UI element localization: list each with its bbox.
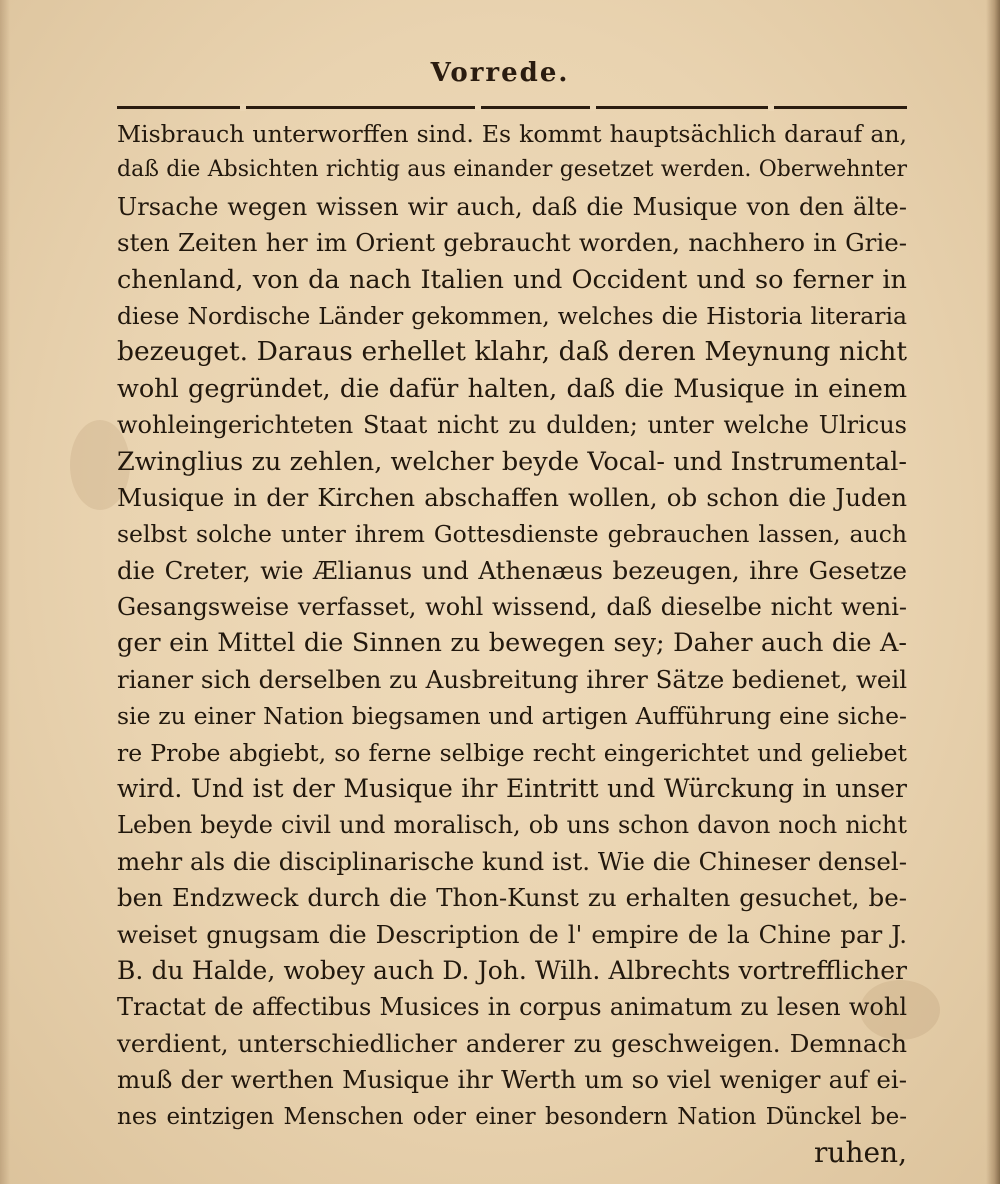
header-rule	[117, 106, 907, 109]
text-line: muß der werthen Musique ihr Werth um so viel weniger auf ei-	[117, 1065, 907, 1095]
text-line: ger ein Mittel die Sinnen zu bewegen sey; Daher auch die A-	[117, 628, 907, 659]
rule-gap	[240, 104, 246, 111]
page-left-edge	[0, 0, 10, 1184]
text-line: Gesangsweise verfasset, wohl wissend, daß dieselbe nicht weni-	[117, 593, 907, 622]
text-line: verdient, unterschiedlicher anderer zu geschweigen. Demnach	[117, 1028, 907, 1058]
running-head: Vorrede.	[430, 58, 570, 88]
text-line: chenland, von da nach Italien und Occident und so ferner in	[117, 264, 907, 295]
catchword: ruhen,	[814, 1135, 907, 1169]
text-line: die Creter, wie Ælianus und Athenæus bezeugen, ihre Gesetze	[117, 555, 907, 585]
text-line: sie zu einer Nation biegsamen und artigen Aufführung eine siche-	[117, 702, 907, 731]
text-line: B. du Halde, wobey auch D. Joh. Wilh. Albrechts vortrefflicher	[117, 955, 907, 985]
text-line: diese Nordische Länder gekommen, welches die Historia literaria	[117, 301, 907, 330]
text-line: bezeuget. Daraus erhellet klahr, daß deren Meynung nicht	[117, 336, 907, 368]
text-line: re Probe abgiebt, so ferne selbige recht eingerichtet und geliebet	[117, 738, 907, 767]
text-line: wird. Und ist der Musique ihr Eintritt und Würckung in unser	[117, 774, 907, 804]
text-line: Zwinglius zu zehlen, welcher beyde Vocal- und Instrumental-	[117, 446, 907, 477]
text-line: nes eintzigen Menschen oder einer besondern Nation Dünckel be-	[117, 1103, 907, 1130]
text-line: sten Zeiten her im Orient gebraucht worden, nachhero in Grie-	[117, 228, 907, 258]
text-line: Ursache wegen wissen wir auch, daß die Musique von den älte-	[117, 192, 907, 221]
text-line: Misbrauch unterworffen sind. Es kommt hauptsächlich darauf an,	[117, 120, 907, 148]
text-line: ben Endzweck durch die Thon-Kunst zu erhalten gesuchet, be-	[117, 883, 907, 913]
rule-gap	[590, 104, 596, 111]
body-text	[117, 116, 907, 1171]
text-line: wohl gegründet, die dafür halten, daß die Musique in einem	[117, 373, 907, 404]
text-line: selbst solche unter ihrem Gottesdienste gebrauchen lassen, auch	[117, 520, 907, 549]
text-line: wohleingerichteten Staat nicht zu dulden; unter welche Ulricus	[117, 411, 907, 440]
text-line: Leben beyde civil und moralisch, ob uns schon davon noch nicht	[117, 811, 907, 840]
text-line: mehr als die disciplinarische kund ist. Wie die Chineser densel-	[117, 846, 907, 876]
page-right-edge	[986, 0, 1000, 1184]
text-line: weiset gnugsam die Description de l' empire de la Chine par J.	[117, 919, 907, 949]
text-line: Musique in der Kirchen abschaffen wollen, ob schon die Juden	[117, 482, 907, 512]
text-line: daß die Absichten richtig aus einander gesetzet werden. Oberwehnter	[117, 157, 907, 183]
text-line: rianer sich derselben zu Ausbreitung ihrer Sätze bedienet, weil	[117, 664, 908, 694]
rule-gap	[768, 104, 774, 111]
rule-gap	[475, 104, 481, 111]
text-line: Tractat de affectibus Musices in corpus animatum zu lesen wohl	[117, 993, 907, 1022]
